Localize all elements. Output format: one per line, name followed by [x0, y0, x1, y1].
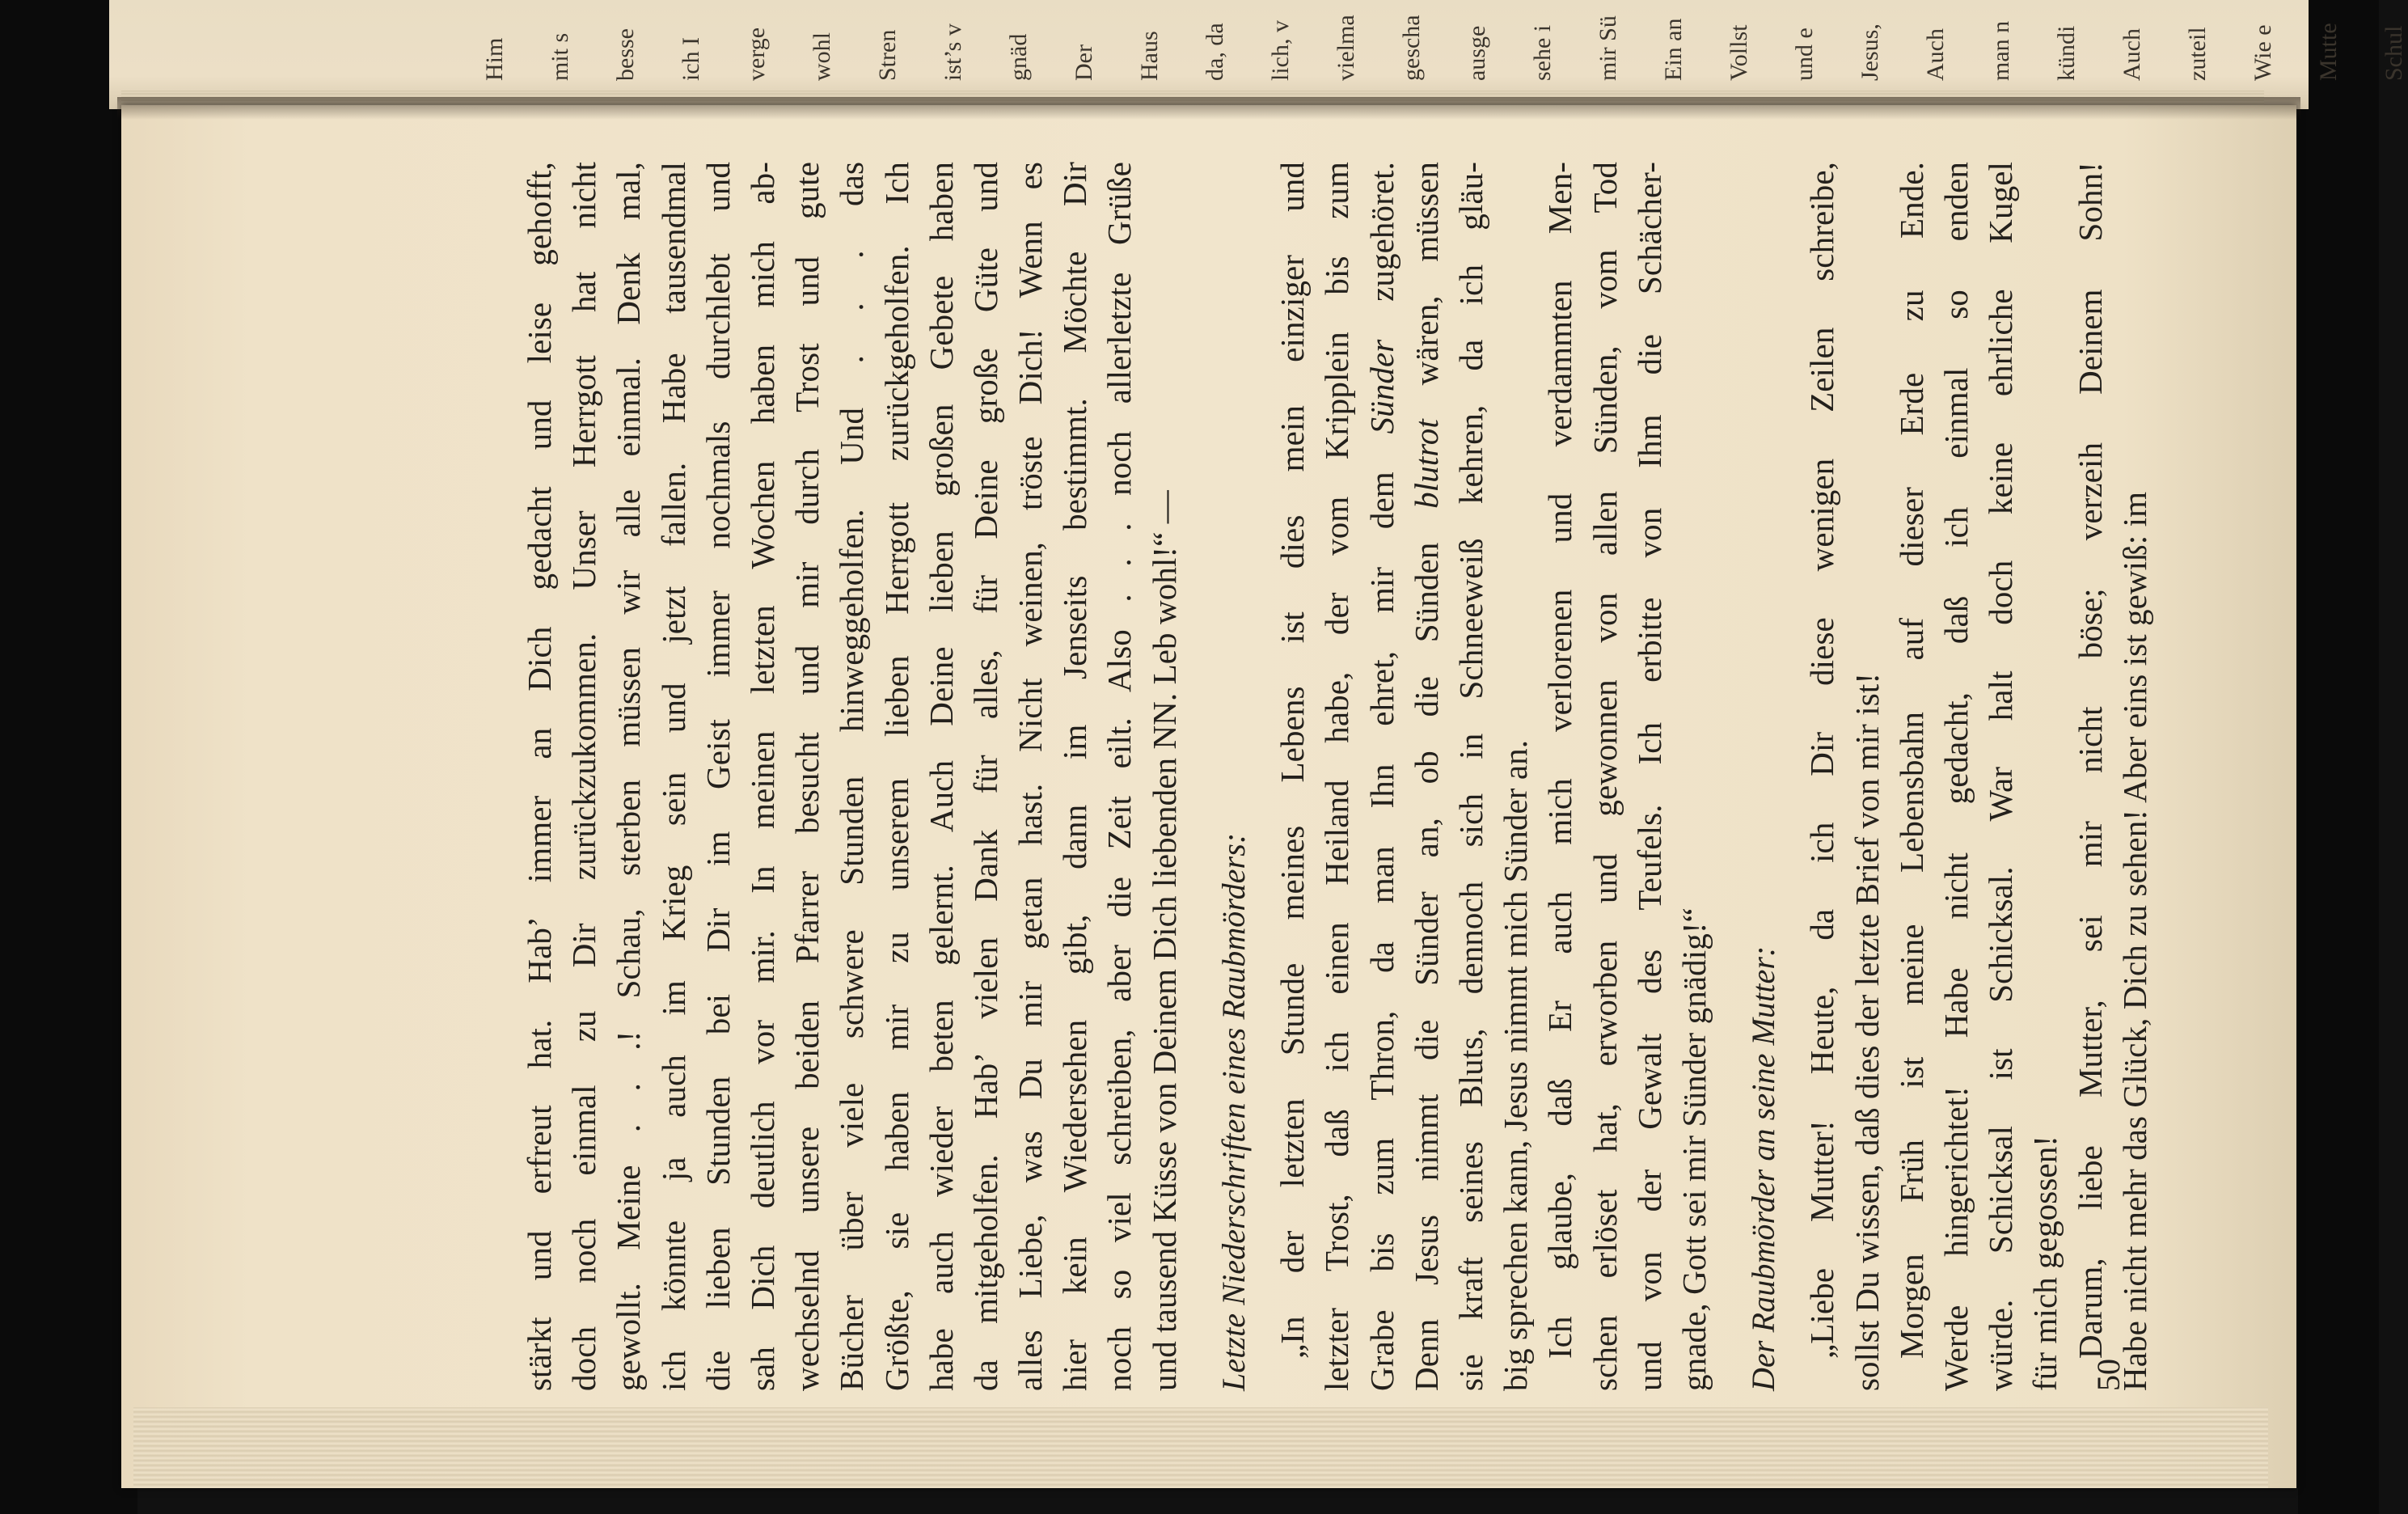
- next-page-fragment: Haus: [1136, 31, 1163, 81]
- next-page-fragment: zuteil: [2184, 27, 2211, 81]
- text-line: Bücher über viele schwere Stunden hinweggeholfen. Und . . . das: [833, 162, 871, 1391]
- next-page-fragment: Him: [481, 37, 508, 81]
- next-page-fragment: man n: [1988, 20, 2014, 81]
- next-page-fragment: ist’s v: [940, 23, 966, 81]
- next-page-fragment: wohl: [809, 32, 835, 81]
- next-page-fragment: Jesus,: [1857, 23, 1883, 81]
- next-page-fragment: Auch: [2119, 28, 2145, 81]
- gutter-shadow: [117, 97, 2300, 120]
- next-page-fragment: ich I: [678, 36, 704, 81]
- next-page-fragment: gescha: [1398, 15, 1425, 81]
- section-heading: Der Raubmörder an seine Mutter:: [1745, 945, 1782, 1391]
- next-page-fragment: mit s: [547, 32, 573, 81]
- next-page-fragment: ausge: [1464, 25, 1490, 81]
- text-line: sie kraft seines Bluts, dennoch sich in Schneeweiß kehren, da ich gläu-: [1451, 162, 1489, 1391]
- next-page-fragment: verge: [743, 27, 770, 81]
- next-page-fragment: Schul: [2381, 25, 2407, 81]
- text-line: habe auch wieder beten gelernt. Auch Deine lieben großen Gebete haben: [922, 162, 960, 1391]
- paragraph: [2068, 162, 2157, 1391]
- text-line: Werde hingerichtet! Habe nicht gedacht, daß ich einmal so enden: [1937, 162, 1975, 1391]
- text-line: wechselnd unsere beiden Pfarrer besucht und mir durch Trost und gute: [788, 162, 826, 1391]
- next-page-fragment: gnäd: [1005, 33, 1032, 81]
- text-line: Grabe bis zum Thron, da man Ihn ehret, mir dem Sünder zugehöret.: [1362, 162, 1400, 1391]
- text-line: hier kein Wiedersehen gibt, dann im Jenseits bestimmt. Möchte Dir: [1056, 162, 1094, 1391]
- next-page-fragment: Vollst: [1726, 24, 1752, 81]
- paragraph: [1890, 162, 2068, 1391]
- next-page-fragment: Der: [1071, 44, 1097, 81]
- next-page-fragment: vielma: [1333, 15, 1359, 81]
- text-line: da mitgeholfen. Hab’ vielen Dank für alles, für Deine große Güte und: [966, 162, 1004, 1391]
- next-page-fragment: sehe i: [1529, 24, 1556, 81]
- next-page-fragment: Auch: [1922, 28, 1949, 81]
- paragraph: [518, 162, 1187, 1391]
- text-line: gewollt. Meine . . .! Schau, sterben müssen wir alle einmal. Denk mal,: [610, 162, 648, 1391]
- text-line: die lieben Stunden bei Dir im Geist immer nochmals durchlebt und: [699, 162, 737, 1391]
- next-page-fragment: lich, v: [1267, 20, 1294, 81]
- next-page-fragment: Mutte: [2315, 23, 2342, 81]
- next-page-fragment: und e: [1791, 27, 1818, 81]
- text-line: „Liebe Mutter! Heute, da ich Dir diese wenigen Zeilen schreibe,: [1803, 162, 1841, 1359]
- text-line: für mich gegossen!: [2026, 1135, 2064, 1391]
- text-line: alles Liebe, was Du mir getan hast. Nicht weinen, tröste Dich! Wenn es: [1012, 162, 1050, 1391]
- scan-background-left: [0, 0, 137, 1514]
- text-line: Ich glaube, daß Er auch mich verlorenen und verdammten Men-: [1541, 162, 1579, 1359]
- text-line: Habe nicht mehr das Glück, Dich zu sehen! Aber eins ist gewiß: im: [2115, 491, 2153, 1391]
- page-text-rotated: [404, 162, 2153, 1391]
- text-line: sollst Du wissen, daß dies der letzte Brief von mir ist!: [1848, 672, 1886, 1391]
- text-line: Größte, sie haben mir zu unserem lieben Herrgott zurückgeholfen. Ich: [877, 162, 915, 1391]
- next-page-fragment: besse: [612, 28, 639, 81]
- text-line: big sprechen kann, Jesus nimmt mich Sünder an.: [1497, 739, 1535, 1391]
- text-line: sah Dich deutlich vor mir. In meinen letzten Wochen haben mich ab-: [743, 162, 781, 1391]
- text-line: würde. Schicksal ist Schicksal. War halt doch keine ehrliche Kugel: [1982, 162, 2020, 1391]
- next-page-fragment: Ein an: [1660, 18, 1687, 81]
- text-line: gnade, Gott sei mir Sünder gnädig!“: [1675, 907, 1713, 1391]
- text-line: Morgen Früh ist meine Lebensbahn auf dieser Erde zu Ende.: [1892, 162, 1930, 1359]
- next-page-fragment: Stren: [874, 29, 901, 81]
- page-stack-edge-bottom: [133, 1407, 2268, 1488]
- text-line: letzter Trost, daß ich einen Heiland habe, der vom Kripplein bis zum: [1318, 162, 1356, 1391]
- text-line: noch so viel schreiben, aber die Zeit eilt. Also . . . noch allerletzte Grüße: [1100, 162, 1139, 1391]
- text-line: ich könnte ja auch im Krieg sein und jetzt fallen. Habe tausendmal: [654, 162, 692, 1391]
- text-line: und von der Gewalt des Teufels. Ich erbitte von Ihm die Schächer-: [1630, 162, 1668, 1391]
- page-number: 50: [2090, 1359, 2127, 1391]
- text-line: und tausend Küsse von Deinem Dich liebenden NN. Leb wohl!“ —: [1145, 490, 1183, 1391]
- text-line: Darum, liebe Mutter, sei mir nicht böse; verzeih Deinem Sohn!: [2071, 162, 2109, 1359]
- next-page-fragment: kündi: [2053, 25, 2080, 81]
- text-line: schen erlöset hat, erworben und gewonnen von allen Sünden, vom Tod: [1586, 162, 1624, 1391]
- text-line: stärkt und erfreut hat. Hab’ immer an Dich gedacht und leise gehofft,: [521, 162, 558, 1391]
- paragraph: [1270, 162, 1538, 1391]
- text-line: Denn Jesus nimmt die Sünder an, ob die Sünden blutrot wären, müssen: [1407, 162, 1445, 1391]
- next-page-fragment: da, da: [1202, 23, 1228, 81]
- text-line: „In der letzten Stunde meines Lebens ist dies mein einziger und: [1274, 162, 1312, 1359]
- section-heading: Letzte Niederschriften eines Raubmörders:: [1215, 832, 1252, 1391]
- text-line: doch noch einmal zu Dir zurückzukommen. Unser Herrgott hat nicht: [565, 162, 603, 1391]
- scan-background-right: [2298, 0, 2379, 1514]
- next-page-fragment: Wie e: [2250, 24, 2276, 81]
- next-page-fragment: mir Sü: [1595, 15, 1621, 81]
- paragraph: [1800, 162, 1889, 1391]
- paragraph: [1538, 162, 1717, 1391]
